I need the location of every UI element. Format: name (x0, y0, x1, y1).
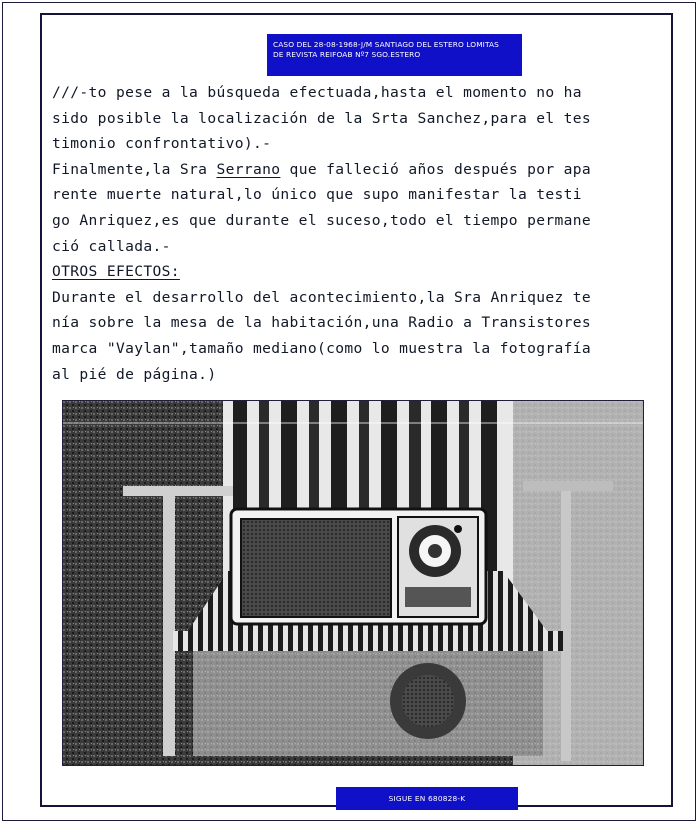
section-heading: OTROS EFECTOS: (52, 263, 180, 281)
text-line: Durante el desarrollo del acontecimiento,la Sra Anriquez te (52, 288, 592, 306)
header-line-2: DE REVISTA REIFOAB Nº7 SGO.ESTERO (273, 50, 421, 59)
typewritten-text (52, 80, 672, 387)
text-line: ció callada.- (52, 237, 171, 255)
text-fragment: Finalmente,la Sra (52, 160, 217, 178)
text-line: go Anriquez,es que durante el suceso,todo el tiempo permane (52, 211, 592, 229)
radio-photograph (62, 400, 644, 766)
text-line: nía sobre la mesa de la habitación,una Radio a Transistores (52, 314, 592, 332)
text-line: sido posible la localización de la Srta Sanchez,para el tes (52, 109, 592, 127)
header-banner (267, 34, 522, 76)
text-line: timonio confrontativo).- (52, 135, 272, 153)
footer-banner: SIGUE EN 680828-K (336, 787, 518, 810)
underlined-name: Serrano (216, 160, 281, 178)
text-line: rente muerte natural,lo único que supo manifestar la testi (52, 186, 582, 204)
text-line: ///-to pese a la búsqueda efectuada,hasta el momento no ha (52, 84, 582, 101)
text-line: al pié de página.) (52, 365, 217, 383)
text-fragment: que falleció años después por apa (280, 160, 592, 178)
text-line (52, 157, 672, 183)
text-line: marca "Vaylan",tamaño mediano(como lo muestra la fotografía (52, 339, 592, 357)
header-line-1: CASO DEL 28-08-1968-J/M SANTIAGO DEL ESTERO LOMITAS (273, 40, 499, 49)
